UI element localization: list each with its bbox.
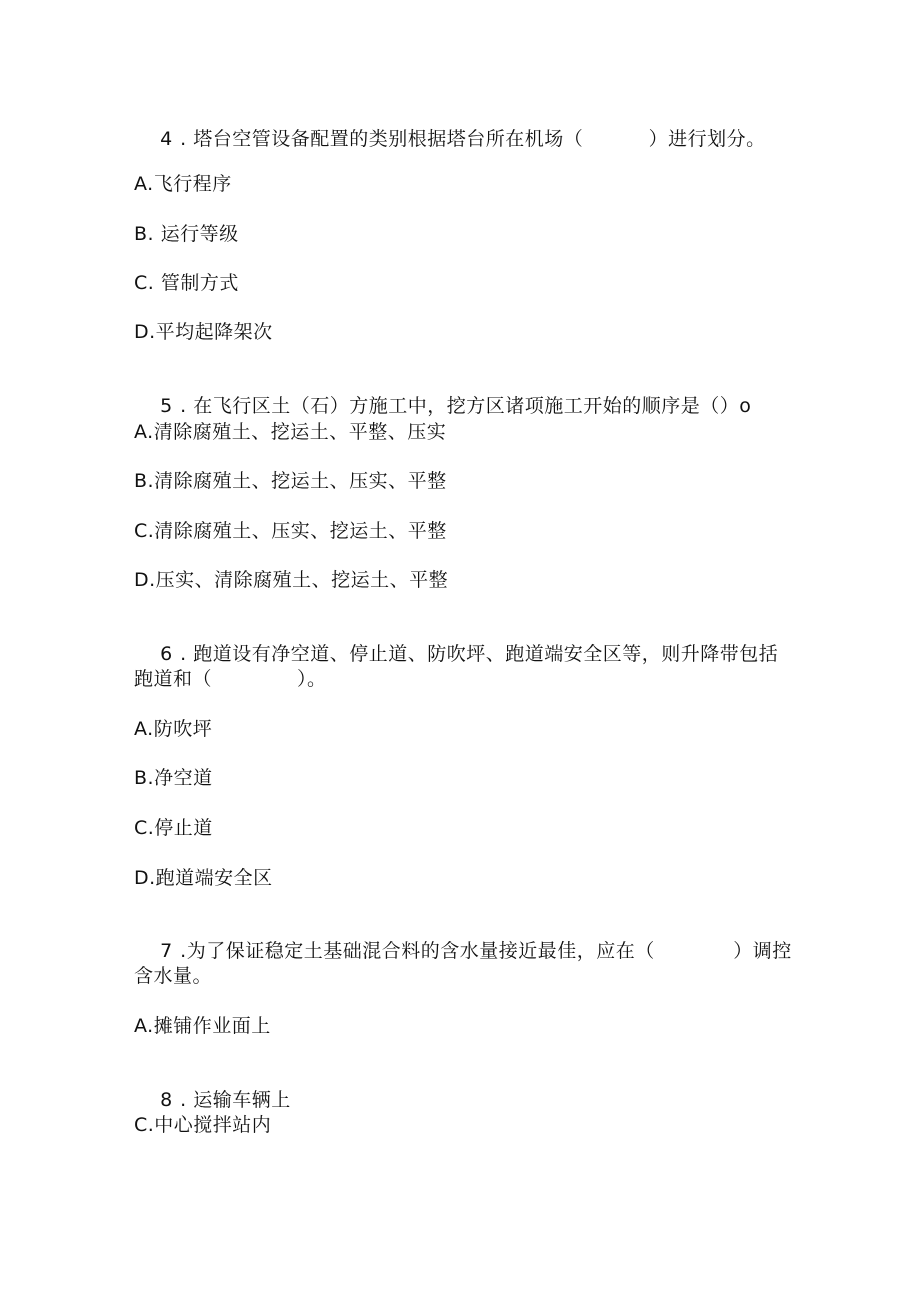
- question-text: . 运输车辆上: [180, 1089, 291, 1111]
- option-b: B.清除腐殖土、挖运土、压实、平整: [134, 470, 447, 492]
- option-a: A.防吹坪: [134, 718, 213, 740]
- option-b: B.净空道: [134, 767, 213, 789]
- question-continuation: 含水量。: [134, 965, 213, 987]
- question-7: [134, 915, 792, 987]
- option-c: C.中心搅拌站内: [134, 1114, 272, 1136]
- option-d: D.跑道端安全区: [134, 867, 273, 889]
- question-number: 8: [160, 1089, 173, 1111]
- question-number: 5: [160, 395, 173, 417]
- question-4: [134, 103, 766, 175]
- option-d: D.压实、清除腐殖土、挖运土、平整: [134, 569, 449, 591]
- option-a: A.摊铺作业面上: [134, 1015, 271, 1037]
- option-b: B. 运行等级: [134, 223, 239, 245]
- option-c: C.停止道: [134, 817, 213, 839]
- option-c: C.清除腐殖土、压实、挖运土、平整: [134, 520, 447, 542]
- question-text: . 塔台空管设备配置的类别根据塔台所在机场（ ）进行划分。: [180, 128, 766, 150]
- question-number: 6: [160, 643, 173, 665]
- option-a: A.清除腐殖土、挖运土、平整、压实: [134, 421, 447, 443]
- question-text: . 跑道设有净空道、停止道、防吹坪、跑道端安全区等，则升降带包括: [180, 643, 779, 665]
- question-text: .为了保证稳定土基础混合料的含水量接近最佳，应在（ ）调控: [180, 940, 792, 962]
- option-a: A.飞行程序: [134, 173, 232, 195]
- question-number: 4: [160, 128, 173, 150]
- question-continuation: 跑道和（ ）。: [134, 668, 327, 690]
- option-d: D.平均起降架次: [134, 321, 273, 343]
- question-number: 7: [160, 940, 173, 962]
- option-c: C. 管制方式: [134, 272, 239, 294]
- question-text: . 在飞行区土（石）方施工中，挖方区诸项施工开始的顺序是（）o: [180, 395, 752, 417]
